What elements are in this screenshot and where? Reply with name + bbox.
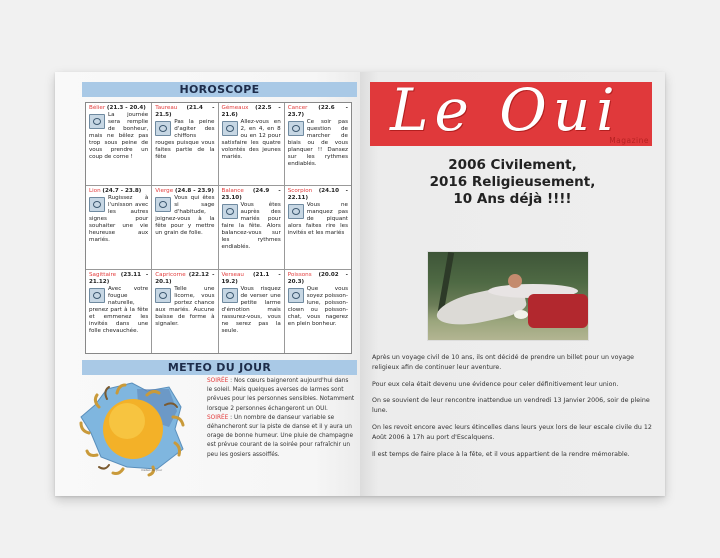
cancer-icon <box>288 121 304 136</box>
sign-cell-scorpion <box>285 186 351 269</box>
meteo-text: : Un nombre de danseur variable se déhancheront sur la piste de danse et il y aura un orage de bonne humeur. Une pluie de champagne est prévue courant de la soirée pour rafraîchir un peu les gosiers assoiffés. <box>207 414 354 458</box>
sign-cell-sagittaire <box>86 270 152 353</box>
meteo-header: METEO DU JOUR <box>82 360 357 375</box>
sign-cell-balance <box>219 186 285 269</box>
sign-cell-poissons <box>285 270 351 353</box>
meteo-label: SOIRÉE <box>207 414 229 421</box>
sign-cell-taureau <box>152 103 218 186</box>
sign-dates: (24.8 - 23.9) <box>174 188 214 195</box>
scorpio-icon <box>288 204 304 219</box>
magazine-spread <box>55 72 665 496</box>
libra-icon <box>222 204 238 219</box>
sign-dates: (24.10 - 22.11) <box>287 188 348 202</box>
aquarius-icon <box>222 288 238 303</box>
headline-line: 2016 Religieusement, <box>429 174 596 190</box>
sign-text: Vous êtes auprès des mariés pour faire la fête. Alors balancez-vous sur les rythmes endiablés. <box>221 202 281 251</box>
sun-over-france-illustration <box>77 377 197 477</box>
gemini-icon <box>222 121 238 136</box>
right-page <box>360 72 665 496</box>
headline <box>360 157 665 208</box>
sign-name: Scorpion <box>287 188 313 195</box>
sign-cell-gemeaux <box>219 103 285 186</box>
wedding-photo <box>427 251 589 341</box>
sign-cell-verseau <box>219 270 285 353</box>
sign-text: Avec votre fougue naturelle, prenez part à la fête et emmenez les invités dans une folle chevauchée. <box>89 285 149 334</box>
logo-title: Le Oui <box>390 76 621 144</box>
meteo-text: : Nos cœurs baigneront aujourd'hui dans le soleil. Mais quelques averses de larmes sont prévues pour les personnes sensibles. Notamment lorsque 2 personnes échangeront un OUI. <box>207 378 355 412</box>
sign-cell-belier <box>86 103 152 186</box>
sign-name: Poissons <box>287 271 312 278</box>
sign-dates: (21.4 - 21.5) <box>155 105 215 118</box>
leo-icon <box>89 197 105 212</box>
sign-name: Bélier <box>89 105 106 111</box>
article-paragraph: On les revoit encore avec leurs étincelles dans leurs yeux lors de leur escale civile du 12 Août 2006 à 17h au port d'Escalquens. <box>372 423 652 441</box>
virgo-icon <box>155 197 171 212</box>
sign-name: Balance <box>221 188 244 195</box>
sign-text: Allez-vous en 2, en 4, en 8 ou en 12 pour satisfaire les quatre volontés des jeunes mariés. <box>221 119 281 160</box>
sagittarius-icon <box>89 288 105 303</box>
sign-dates: (20.02 - 20.3) <box>287 271 348 285</box>
sign-dates: (22.12 - 20.1) <box>155 271 215 285</box>
meteo-image-caption: météo du jour <box>141 468 163 472</box>
sign-dates: (22.6 - 23.7) <box>287 105 348 118</box>
sign-cell-cancer <box>285 103 351 186</box>
sign-text: Ce soir pas question de marcher de biais ou de vous planquer !! Dansez sur les rythmes endiablés. <box>287 119 348 167</box>
sign-name: Capricorne <box>155 271 186 278</box>
sign-name: Verseau <box>221 271 244 278</box>
aries-icon <box>89 114 105 129</box>
article-paragraph: On se souvient de leur rencontre inattendue un vendredi 13 Janvier 2006, soir de pleine lune. <box>372 397 650 415</box>
headline-line: 10 Ans déjà !!!! <box>453 191 572 207</box>
sign-text: La journée sera remplie de bonheur, mais ne bêlez pas trop sous peine de vous prendre un coup de corne ! <box>89 112 149 160</box>
article-paragraph: Après un voyage civil de 10 ans, ils ont décidé de prendre un billet pour un voyage religieux afin de continuer leur aventure. <box>372 354 634 371</box>
sign-dates: (22.5 - 21.6) <box>221 105 281 118</box>
sign-text: Vous ne manquez pas de piquant alors faites rire les invités et les mariés <box>287 202 348 237</box>
sign-text: Vous risquez de verser une petite larme d'émotion mais rassurez-vous, vous ne serez pas la seule. <box>221 285 281 334</box>
headline-line: 2006 Civilement, <box>448 157 577 173</box>
pisces-icon <box>288 288 304 303</box>
sign-dates: (21.1 - 19.2) <box>221 271 281 285</box>
sign-text: Rugissez à l'unisson avec les autres signes pour souhaiter une vie heureuse aux mariés. <box>89 195 149 244</box>
sign-dates: (24.9 - 23.10) <box>221 188 281 202</box>
sign-text: Que vous soyez poisson-lune, poisson-clown ou poisson-chat, vous nagerez en plein bonheur. <box>287 285 348 327</box>
taurus-icon <box>155 121 171 136</box>
sign-name: Cancer <box>287 105 308 111</box>
meteo-forecast <box>207 377 355 460</box>
sign-text: Vous qui êtes si sage d'habitude, joignez-vous à la fête pour y mettre un grain de folie. <box>155 195 215 237</box>
left-page <box>55 72 360 496</box>
horoscope-header: HOROSCOPE <box>82 82 357 97</box>
meteo-paragraph <box>207 414 355 460</box>
article-paragraph: Pour eux cela était devenu une évidence pour celer définitivement leur union. <box>372 380 619 388</box>
capricorn-icon <box>155 288 171 303</box>
sign-cell-capricorne <box>152 270 218 353</box>
sign-text: Telle une licorne, vous portez chance aux mariés. Aucune baisse de forme à signaler. <box>155 285 215 327</box>
sign-dates: (21.3 - 20.4) <box>106 105 146 111</box>
horoscope-grid <box>85 102 352 354</box>
magazine-logo <box>370 76 652 146</box>
meteo-paragraph <box>207 377 355 414</box>
sign-cell-vierge <box>152 186 218 269</box>
sign-name: Gémeaux <box>221 105 249 111</box>
meteo-label: SOIRÉE <box>207 378 229 384</box>
sign-name: Lion <box>89 188 101 195</box>
logo-subtitle: Magazine <box>609 136 649 145</box>
sign-cell-lion <box>86 186 152 269</box>
sign-name: Sagittaire <box>89 271 117 278</box>
sign-dates: (23.11 - 21.12) <box>89 271 149 285</box>
article-body <box>372 353 654 466</box>
sign-text: Pas la peine d'agiter des chiffons rouges puisque vous faites partie de la fête <box>155 119 215 160</box>
sign-dates: (24.7 - 23.8) <box>102 188 142 195</box>
article-paragraph: Il est temps de faire place à la fête, et il vous appartient de la rendre mémorable. <box>372 450 630 458</box>
sign-name: Taureau <box>155 105 178 111</box>
sign-name: Vierge <box>155 188 174 195</box>
